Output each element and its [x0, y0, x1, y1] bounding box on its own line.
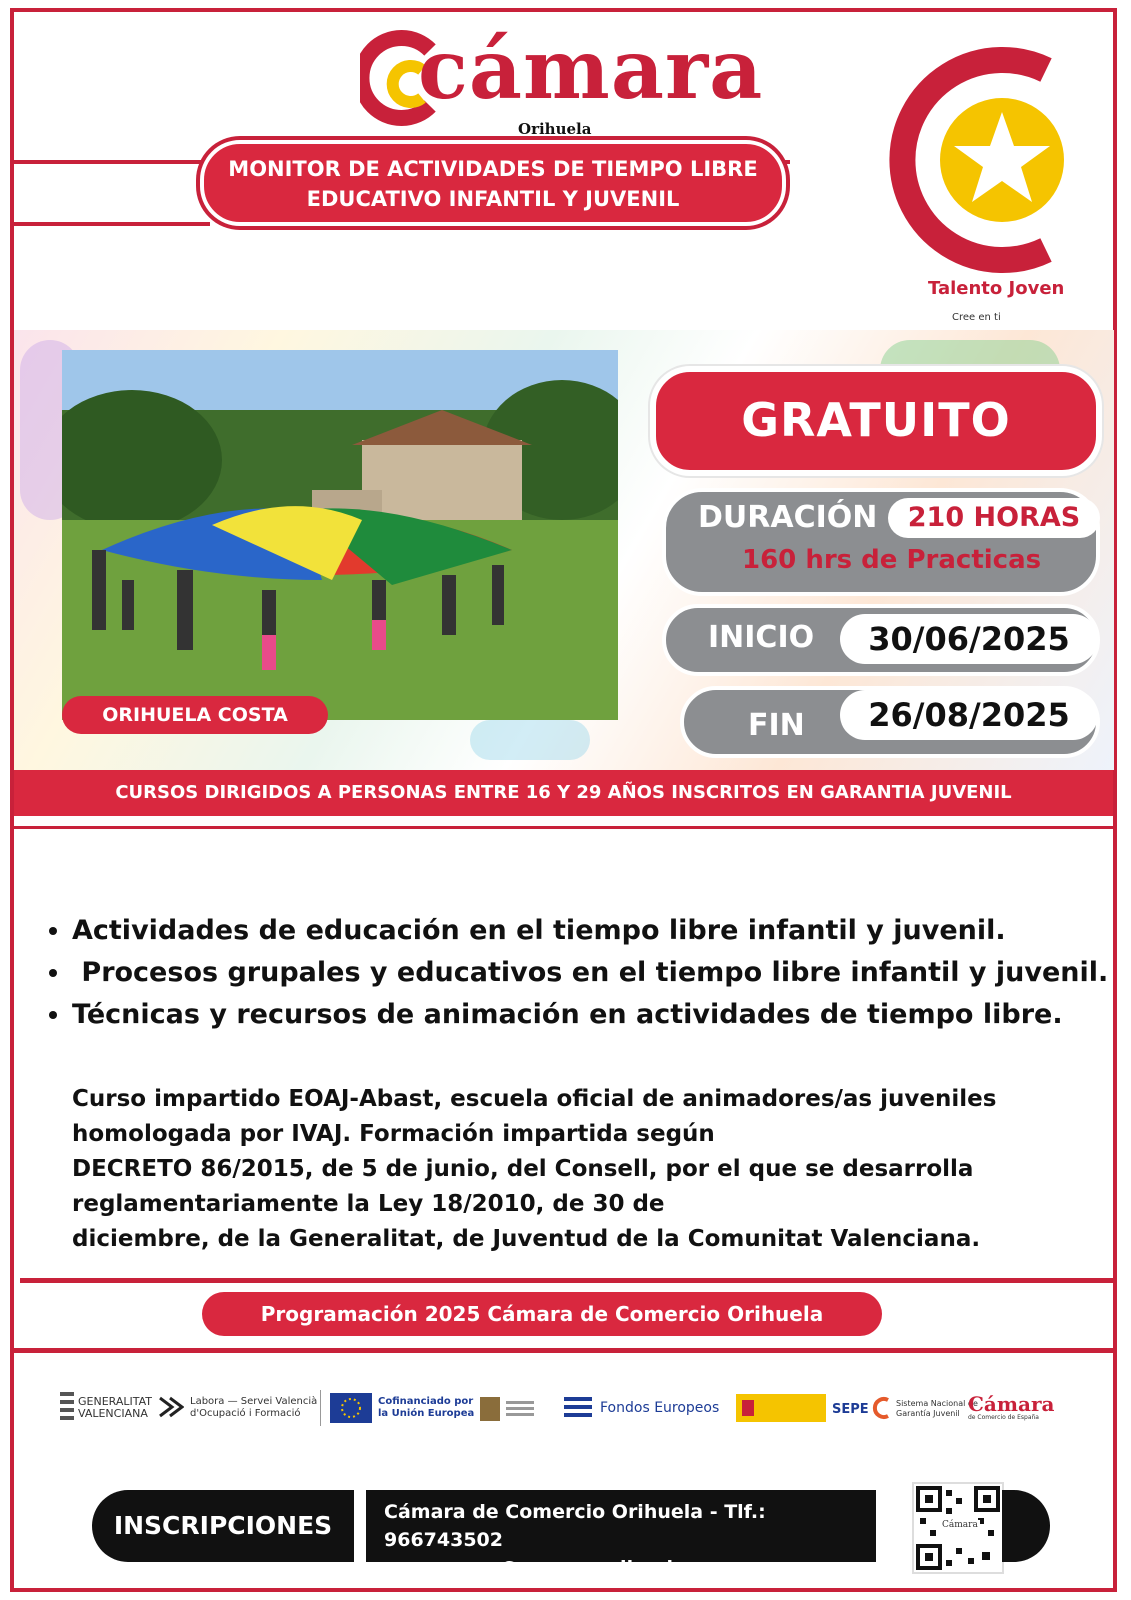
fondos-europeos-text: Fondos Europeos [600, 1400, 720, 1416]
sepe-text: SEPE [832, 1402, 869, 1417]
start-date-pill [840, 614, 1098, 664]
programme-rule-top [20, 1278, 1117, 1283]
labora-icon [158, 1394, 184, 1420]
start-date: 30/06/2025 [868, 620, 1070, 658]
end-date-pill [840, 690, 1098, 740]
duration-value: 210 HORAS [907, 502, 1081, 533]
programme-text: Programación 2025 Cámara de Comercio Orihuela [260, 1302, 824, 1326]
end-date: 26/08/2025 [868, 696, 1070, 734]
spain-ministry-icon [478, 1393, 536, 1423]
gva-logo-text [78, 1396, 152, 1420]
eu-flag-icon [330, 1393, 372, 1423]
course-title-line1: MONITOR DE ACTIVIDADES DE TIEMPO LIBRE [228, 157, 758, 181]
contact-email[interactable]: programas@camaraorihuela.org [384, 1557, 730, 1579]
camara-espana-sub: de Comercio de España [968, 1414, 1039, 1421]
programme-rule-bottom [10, 1348, 1117, 1353]
qr-label: Cámara [942, 1520, 978, 1530]
talento-joven-logo [880, 40, 1100, 330]
topic-item: • Técnicas y recursos de animación en actividades de tiempo libre. [72, 994, 1108, 1036]
contact-box [366, 1490, 876, 1579]
duration-value-pill [888, 498, 1100, 538]
garantia-juvenil-icon [872, 1396, 892, 1420]
eu-line1: Cofinanciado por [378, 1396, 474, 1407]
description-line: reglamentariamente la Ley 18/2010, de 30 de [72, 1191, 665, 1217]
description-line: diciembre, de la Generalitat, de Juventud de la Comunitat Valenciana. [72, 1226, 981, 1252]
topic-item: • Actividades de educación en el tiempo libre infantil y juvenil. [72, 910, 1108, 952]
labora-line2: d'Ocupació i Formació [190, 1408, 301, 1419]
garantia-line1: Sistema Nacional de [896, 1399, 978, 1408]
camara-logo [360, 22, 764, 138]
course-photo [62, 350, 618, 720]
garantia-logo-text [896, 1399, 978, 1419]
programme-pill [202, 1292, 882, 1336]
qr-code[interactable] [912, 1482, 1004, 1574]
header-rule-bottom [10, 222, 210, 226]
course-description [72, 1082, 1052, 1257]
location-pill [62, 696, 328, 734]
paint-splash [470, 720, 590, 760]
end-label: FIN [748, 708, 805, 743]
description-line: homologada por IVAJ. Formación impartida según [72, 1121, 715, 1147]
camara-espana-word: Cámara [968, 1392, 1055, 1416]
talento-subtitle: Cree en ti [952, 312, 1001, 323]
talento-c-star-icon [886, 40, 1086, 280]
topic-item: • Procesos grupales y educativos en el tiempo libre infantil y juvenil. [72, 952, 1108, 994]
duration-label: DURACIÓN [698, 500, 878, 535]
course-topics-list [40, 910, 1108, 1036]
course-title-pill [200, 140, 786, 226]
location-label: ORIHUELA COSTA [102, 704, 288, 726]
price-pill [650, 366, 1102, 476]
contact-line1: Cámara de Comercio Orihuela - Tlf.: 966743502 [384, 1501, 766, 1551]
banner-rule [10, 826, 1117, 829]
course-title-line2: EDUCATIVO INFANTIL Y JUVENIL [306, 187, 680, 211]
start-label: INICIO [708, 620, 815, 655]
audience-banner [14, 770, 1113, 816]
fondos-europeos-icon [560, 1393, 596, 1423]
camara-espana-logo [968, 1392, 1055, 1421]
children-parachute-photo [62, 350, 618, 720]
camara-logo-word: cámara [418, 22, 764, 118]
gva-line1: GENERALITAT [78, 1395, 153, 1408]
funder-divider [320, 1390, 321, 1426]
audience-text: CURSOS DIRIGIDOS A PERSONAS ENTRE 16 Y 29 AÑOS INSCRITOS EN GARANTIA JUVENIL [115, 782, 1012, 803]
spain-flag-icon [736, 1394, 826, 1422]
practice-hours: 160 hrs de Practicas [742, 545, 1042, 575]
labora-line1: Labora — Servei Valencià [190, 1396, 318, 1407]
gva-line2: VALENCIANA [78, 1407, 148, 1420]
description-line: Curso impartido EOAJ-Abast, escuela oficial de animadores/as juveniles [72, 1086, 997, 1112]
price-label: GRATUITO [741, 393, 1011, 447]
inscriptions-box [92, 1490, 354, 1562]
inscriptions-label: INSCRIPCIONES [113, 1511, 333, 1540]
gva-icon [60, 1392, 74, 1422]
talento-title: Talento Joven [928, 278, 1065, 299]
description-line: DECRETO 86/2015, de 5 de junio, del Consell, por el que se desarrolla [72, 1156, 974, 1182]
eu-line2: la Unión Europea [378, 1408, 475, 1419]
eu-logo-text [378, 1396, 474, 1420]
labora-logo-text [190, 1396, 317, 1420]
garantia-line2: Garantía Juvenil [896, 1409, 960, 1418]
camara-logo-city: Orihuela [518, 120, 592, 138]
